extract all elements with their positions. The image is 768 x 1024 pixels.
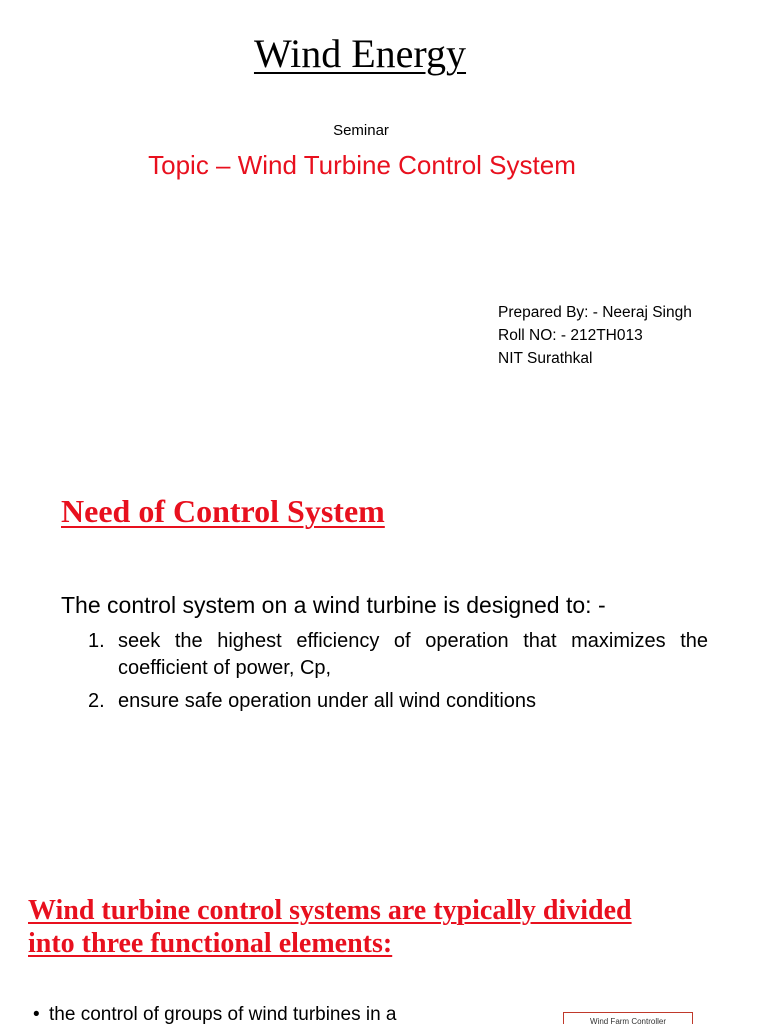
list-item [88,628,708,682]
bullet-text: the control of groups of wind turbines in a [49,1004,397,1024]
roll-number-line: Roll NO: - 212TH013 [498,327,643,344]
functional-elements-slide [0,842,768,1024]
slide-heading: Need of Control System [61,493,385,529]
slide-heading: Wind turbine control systems are typically divided into three functional elements: [28,895,632,959]
list-item-number: 2. [88,690,105,712]
author-name-line: Prepared By: - Neeraj Singh [498,304,692,321]
numbered-list [88,628,708,721]
need-of-control-slide [0,466,768,842]
presentation-title: Wind Energy [253,31,467,76]
title-slide [0,0,768,466]
author-info [498,301,692,370]
bullet-item [33,1004,503,1024]
diagram-box-label: Wind Farm Controller [589,1017,666,1024]
intro-text: The control system on a wind turbine is designed to: - [61,592,606,618]
bullet-icon: • [33,1004,40,1024]
seminar-label: Seminar [333,122,389,139]
institute-line: NIT Surathkal [498,350,593,367]
topic-title: Topic – Wind Turbine Control System [148,150,576,180]
wind-farm-controller-box [563,1012,693,1024]
list-item-text: ensure safe operation under all wind conditions [118,690,537,712]
list-item [88,688,708,715]
list-item-text: seek the highest efficiency of operation that maximizes the coefficient of power, Cp, [118,630,708,679]
list-item-number: 1. [88,630,105,652]
